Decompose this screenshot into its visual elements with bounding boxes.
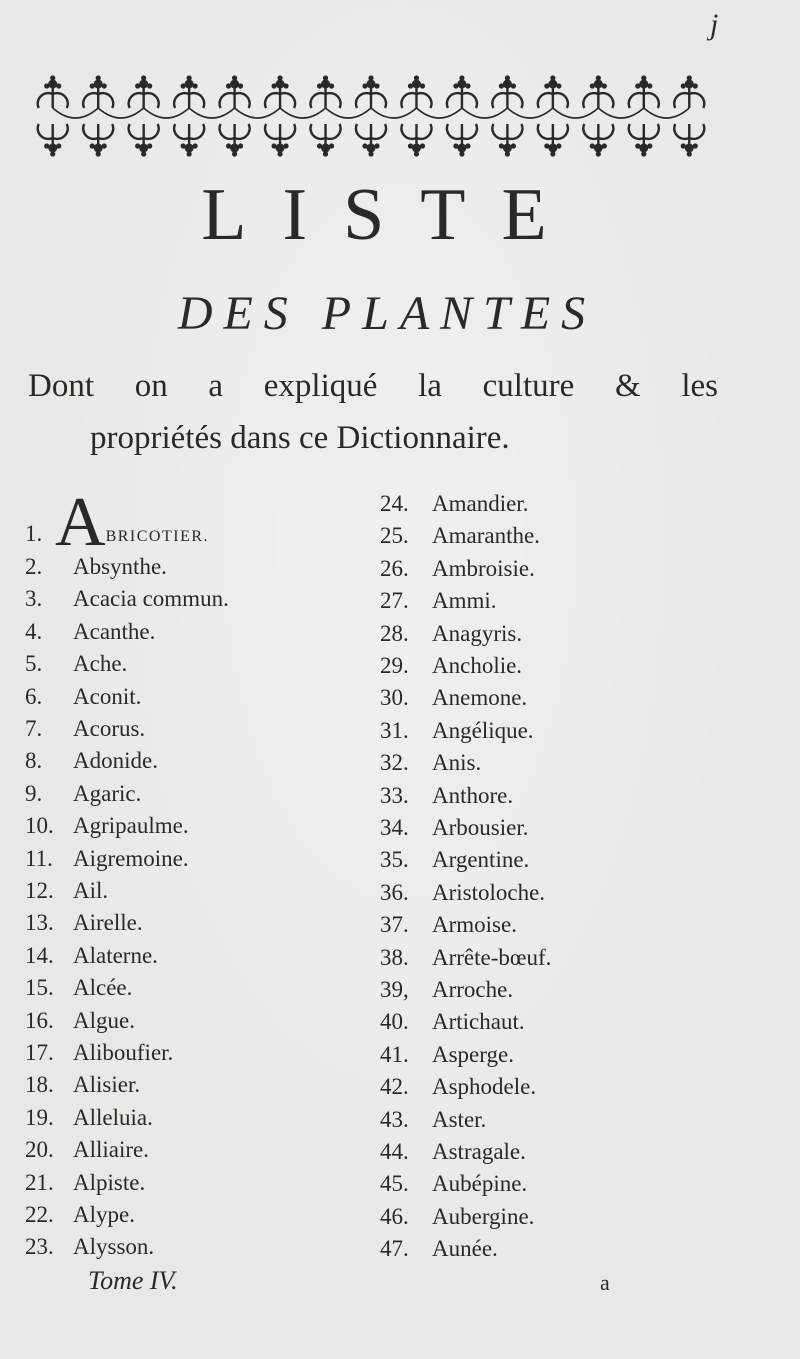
list-item (25, 778, 141, 810)
entry-number: 40. (380, 1009, 409, 1035)
fleuron-icon (674, 124, 704, 157)
entry-number: 9. (25, 780, 43, 806)
entry-name: Acanthe. (73, 618, 156, 644)
entry-name: Aliboufier. (73, 1040, 174, 1065)
fleuron-icon (629, 75, 659, 108)
entry-number: 33. (380, 782, 409, 808)
entry-name: Arbousier. (432, 815, 529, 840)
entry-name: Aunée. (432, 1236, 498, 1262)
entry-name: Aubergine. (432, 1203, 535, 1229)
entry-name: Alcée. (73, 975, 133, 1001)
ornament-arc (507, 108, 552, 118)
entry-name: Absynthe. (73, 554, 167, 579)
entry-name: Algue. (73, 1007, 135, 1033)
entry-number: 12. (25, 878, 54, 903)
list-item (380, 1233, 498, 1265)
entry-name: Artichaut. (432, 1009, 525, 1035)
entry-number: 13. (25, 910, 54, 936)
entry-number: 23. (25, 1234, 54, 1260)
fleuron-icon (83, 75, 113, 108)
entry-number: 20. (25, 1137, 54, 1163)
list-item (25, 843, 189, 875)
entry-name: Alleluia. (73, 1104, 153, 1130)
entry-number: 37. (380, 912, 409, 938)
entry-name: Angélique. (432, 717, 534, 743)
list-item (25, 1167, 145, 1199)
list-item (380, 844, 529, 876)
entry-name: Arrête-bœuf. (432, 944, 552, 970)
entry-name: Aconit. (73, 683, 142, 709)
entry-number: 7. (25, 716, 43, 741)
entry-number: 27. (380, 588, 409, 614)
entry-number: 26. (380, 555, 409, 581)
list-item (380, 909, 517, 941)
entry-number: 19. (25, 1104, 54, 1130)
list-item (25, 875, 108, 907)
list-item (380, 618, 522, 650)
list-item (25, 583, 229, 615)
fleuron-icon (401, 124, 431, 157)
entry-name: Aster. (432, 1106, 487, 1132)
fleuron-icon (538, 124, 568, 157)
page-number: j (710, 8, 719, 41)
entry-name: Ambroisie. (432, 555, 535, 581)
list-item (25, 681, 141, 713)
entry-number: 14. (25, 942, 54, 968)
list-item (380, 974, 513, 1006)
fleuron-icon (265, 75, 295, 108)
fleuron-icon (356, 75, 386, 108)
fleuron-icon (38, 124, 68, 157)
entry-number: 44. (380, 1139, 409, 1164)
fleuron-icon (447, 124, 477, 157)
list-item (25, 551, 167, 583)
entry-number: 47. (380, 1236, 409, 1262)
entry-number: 24. (380, 491, 409, 516)
entry-number: 16. (25, 1007, 54, 1033)
list-item (25, 1102, 153, 1134)
entry-number: 11. (25, 845, 53, 871)
entry-name: Amaranthe. (432, 523, 540, 549)
list-item (380, 780, 513, 812)
entry-number: 46. (380, 1203, 409, 1229)
list-item (25, 1231, 154, 1263)
fleuron-icon (401, 75, 431, 108)
entry-number: 31. (380, 717, 409, 743)
entry-name: Agaric. (73, 780, 142, 806)
entry-number: 5. (25, 651, 43, 677)
fleuron-icon (538, 75, 568, 108)
entry-name: Anis. (432, 750, 482, 776)
entry-name: Aristoloche. (432, 879, 546, 905)
fleuron-icon (265, 124, 295, 157)
entry-name: Alisier. (73, 1072, 141, 1098)
entry-name: Asperge. (432, 1041, 514, 1067)
entry-number: 8. (25, 748, 43, 774)
fleuron-icon (583, 124, 613, 157)
entry-name: Alaterne. (73, 942, 158, 968)
ornament-arc (144, 108, 189, 118)
ornament-arc (598, 108, 643, 118)
ornament-arc (235, 108, 280, 118)
fleuron-icon (174, 75, 204, 108)
list-item (25, 648, 127, 680)
entry-number: 34. (380, 815, 409, 840)
ornament-arc (644, 108, 689, 118)
fleuron-icon (174, 124, 204, 157)
fleuron-icon (583, 75, 613, 108)
list-item (25, 484, 210, 561)
list-item (380, 1136, 526, 1168)
fleuron-icon (83, 124, 113, 157)
entry-name: Argentine. (432, 847, 530, 873)
ornament-arc (416, 108, 461, 118)
entry-name: Astragale. (432, 1139, 526, 1164)
entry-name: Amandier. (432, 491, 529, 516)
fleuron-border-ornament (30, 72, 712, 160)
list-item (380, 1168, 527, 1200)
entry-number: 35. (380, 847, 409, 873)
entry-name: BRICOTIER. (105, 528, 210, 545)
fleuron-icon (629, 124, 659, 157)
list-item (380, 715, 534, 747)
entry-number: 10. (25, 813, 54, 839)
entry-number: 45. (380, 1171, 409, 1197)
fleuron-icon (220, 75, 250, 108)
entry-number: 28. (380, 620, 409, 646)
list-item (25, 1069, 140, 1101)
entry-number: 29. (380, 653, 409, 678)
fleuron-icon (310, 75, 340, 108)
list-item (25, 940, 158, 972)
list-item (380, 1006, 525, 1038)
entry-number: 38. (380, 944, 409, 970)
subtitle-line-1: Dont on a expliqué la culture & les (28, 368, 718, 404)
list-item (380, 682, 527, 714)
entry-number: 18. (25, 1072, 54, 1098)
entry-number: 41. (380, 1041, 409, 1067)
ornament-arc (189, 108, 234, 118)
list-item (25, 616, 155, 648)
ornament-arc (280, 108, 325, 118)
list-item (380, 1071, 536, 1103)
entry-name: Asphodele. (432, 1074, 537, 1100)
entry-name: Alype. (73, 1202, 135, 1227)
entry-number: 43. (380, 1106, 409, 1132)
fleuron-icon (129, 75, 159, 108)
entry-number: 15. (25, 975, 54, 1001)
list-item (25, 713, 145, 745)
entry-name: Ail. (73, 878, 109, 903)
ornament-arc (326, 108, 371, 118)
entry-name: Adonide. (73, 748, 158, 774)
entry-name: Alysson. (73, 1234, 155, 1260)
list-item (25, 1005, 135, 1037)
fleuron-icon (447, 75, 477, 108)
ornament-arc (98, 108, 143, 118)
fleuron-icon (38, 75, 68, 108)
fleuron-icon (356, 124, 386, 157)
list-item (380, 650, 522, 682)
entry-name: Anthore. (432, 782, 514, 808)
entry-number: 25. (380, 523, 409, 549)
volume-label: Tome IV. (88, 1266, 178, 1295)
ornament-arc (462, 108, 507, 118)
list-item (380, 877, 545, 909)
entry-name: Alpiste. (73, 1169, 146, 1195)
page-heading: DES PLANTES (177, 287, 597, 340)
list-item (380, 585, 497, 617)
list-item (380, 520, 540, 552)
entry-number: 39, (380, 977, 409, 1002)
list-item (380, 1104, 486, 1136)
fleuron-icon (492, 124, 522, 157)
fleuron-icon (674, 75, 704, 108)
subtitle-line-2: propriétés dans ce Dictionnaire. (90, 420, 510, 456)
ornament-arc (371, 108, 416, 118)
entry-number: 21. (25, 1169, 54, 1195)
entry-name: Alliaire. (73, 1137, 149, 1163)
entry-name: Armoise. (432, 912, 517, 938)
fleuron-icon (492, 75, 522, 108)
list-item (25, 810, 189, 842)
entry-name: Anagyris. (432, 620, 523, 646)
entry-number: 4. (25, 618, 43, 644)
list-item (25, 1134, 149, 1166)
entry-number: 30. (380, 685, 409, 711)
fleuron-icon (310, 124, 340, 157)
page-title: LISTE (201, 174, 583, 256)
fleuron-icon (220, 124, 250, 157)
list-item (380, 747, 481, 779)
entry-number: 22. (25, 1202, 54, 1227)
list-item (25, 1199, 135, 1231)
entry-number: 17. (25, 1040, 54, 1065)
entry-number: 3. (25, 586, 43, 612)
list-item (380, 488, 528, 520)
entry-name: Ammi. (432, 588, 497, 614)
list-item (380, 1201, 534, 1233)
entry-number: 6. (25, 683, 43, 709)
drop-initial: A (55, 484, 106, 561)
entry-number: 42. (380, 1074, 409, 1100)
entry-name: Aubépine. (432, 1171, 528, 1197)
entry-name: Acorus. (73, 716, 146, 741)
entry-number: 2. (25, 554, 43, 579)
list-item (25, 907, 143, 939)
list-item (380, 553, 535, 585)
entry-name: Agripaulme. (73, 813, 189, 839)
entry-number: 1. (25, 521, 43, 546)
entry-name: Ache. (73, 651, 128, 677)
list-item (380, 1039, 514, 1071)
ornament-arc (553, 108, 598, 118)
fleuron-icon (129, 124, 159, 157)
entry-name: Anemone. (432, 685, 528, 711)
list-item (25, 1037, 173, 1069)
entry-number: 36. (380, 879, 409, 905)
entry-name: Ancholie. (432, 653, 523, 678)
list-item (380, 942, 551, 974)
entry-number: 32. (380, 750, 409, 776)
entry-name: Acacia commun. (73, 586, 229, 612)
entry-name: Arroche. (432, 977, 514, 1002)
entry-name: Aigremoine. (73, 845, 189, 871)
entry-name: Airelle. (73, 910, 143, 936)
signature-mark: a (600, 1270, 610, 1295)
list-item (380, 812, 528, 844)
list-item (25, 972, 132, 1004)
ornament-arc (53, 108, 98, 118)
list-item (25, 745, 158, 777)
